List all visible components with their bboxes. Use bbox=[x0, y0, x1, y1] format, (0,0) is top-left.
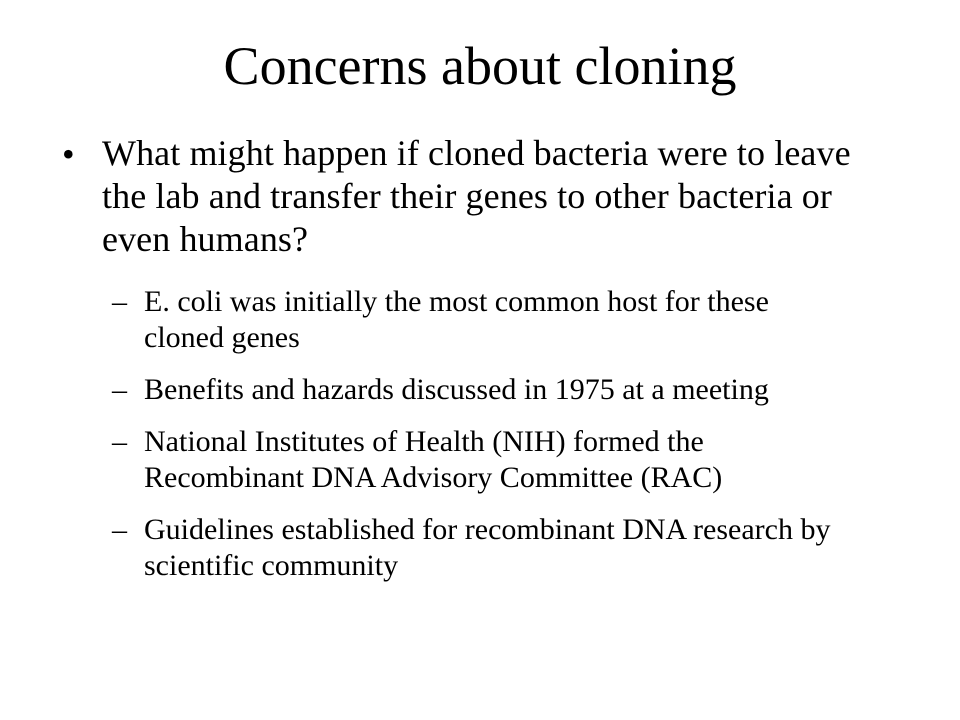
dash-marker: – bbox=[112, 425, 127, 458]
sub-bullet-text: Guidelines established for recombinant DNA research by scientific community bbox=[144, 513, 831, 582]
main-bullet-text: What might happen if cloned bacteria were to leave the lab and transfer their genes to other bacteria or even humans? bbox=[102, 133, 851, 259]
sub-bullet bbox=[112, 512, 852, 584]
sub-bullet-list bbox=[112, 284, 852, 600]
dash-marker: – bbox=[112, 513, 127, 546]
main-bullet bbox=[62, 132, 862, 261]
sub-bullet bbox=[112, 424, 852, 496]
slide-title: Concerns about cloning bbox=[223, 36, 737, 96]
dash-marker: – bbox=[112, 285, 127, 318]
sub-bullet bbox=[112, 284, 852, 356]
sub-bullet bbox=[112, 372, 852, 408]
dash-marker: – bbox=[112, 373, 127, 406]
sub-bullet-text: E. coli was initially the most common host for these cloned genes bbox=[144, 285, 769, 354]
bullet-marker: • bbox=[62, 134, 75, 174]
sub-bullet-text: Benefits and hazards discussed in 1975 at a meeting bbox=[144, 373, 769, 406]
sub-bullet-text: National Institutes of Health (NIH) formed the Recombinant DNA Advisory Committee (RAC) bbox=[144, 425, 723, 494]
